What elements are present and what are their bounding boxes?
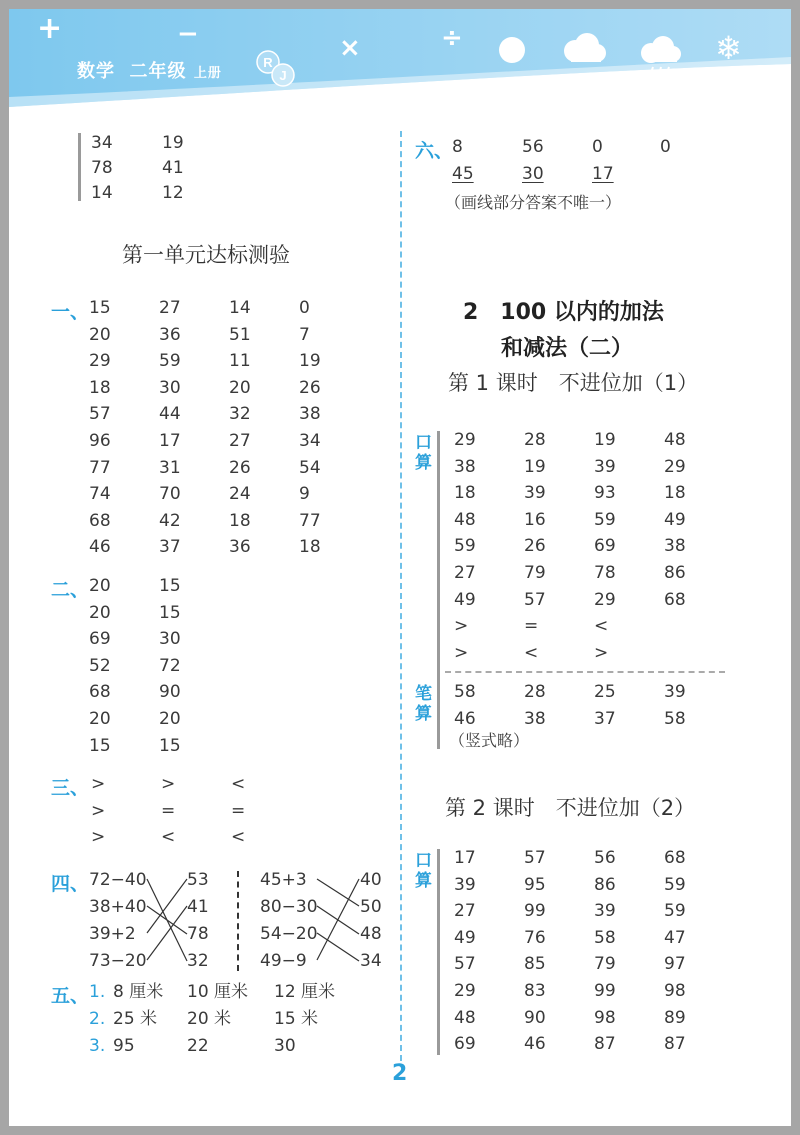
- cell: 18: [229, 510, 251, 531]
- cell: 30: [159, 629, 181, 650]
- cell: 90: [524, 1007, 546, 1028]
- cell: 15: [159, 735, 181, 756]
- underlined-cell: 45: [452, 164, 474, 184]
- cell: >: [454, 642, 469, 663]
- cell: 18: [299, 537, 321, 558]
- cell: 72: [159, 655, 181, 676]
- cell: =: [161, 800, 176, 821]
- label-char: 算: [415, 871, 432, 891]
- cell: 26: [229, 457, 251, 478]
- cell: 59: [594, 509, 616, 530]
- snowflake-icon: ❄: [715, 29, 742, 67]
- cell: 37: [594, 708, 616, 729]
- header-title: [77, 57, 222, 83]
- cell: >: [161, 774, 176, 794]
- cell: 59: [664, 874, 686, 895]
- cell: 83: [524, 981, 546, 1001]
- cell: 39: [454, 874, 476, 895]
- item-number: 3.: [89, 1036, 106, 1056]
- cell: 20: [229, 377, 251, 398]
- cell: 14: [229, 298, 251, 318]
- cell: 0: [660, 137, 671, 157]
- cell: 25: [594, 682, 616, 702]
- cell: 18: [454, 483, 476, 504]
- cell: 52: [89, 655, 111, 676]
- match-right-val: 50: [360, 897, 382, 917]
- cell: 46: [454, 708, 476, 729]
- cell: 19: [299, 351, 321, 372]
- cell: 29: [89, 351, 111, 372]
- cell: 78: [91, 158, 113, 178]
- cell: 7: [299, 324, 310, 345]
- rj-badge: [255, 49, 297, 89]
- cell: 20: [89, 709, 111, 729]
- cell: 9: [299, 484, 310, 505]
- cell: >: [91, 800, 106, 821]
- cell: 56: [522, 137, 544, 157]
- cell: 19: [594, 430, 616, 450]
- cell: >: [91, 774, 106, 794]
- match-right-expr: 45+3: [260, 870, 307, 890]
- match-right-val: 34: [360, 951, 382, 971]
- cell: 41: [162, 158, 184, 178]
- cell: 38: [299, 404, 321, 425]
- section-2-label: 二、: [51, 579, 90, 601]
- answer: 22: [187, 1036, 209, 1056]
- cell: 38: [454, 456, 476, 477]
- match-left-expr: 72−40: [89, 870, 147, 890]
- cell: 16: [524, 509, 546, 530]
- section-1-label: 一、: [51, 301, 90, 323]
- cell: 20: [159, 709, 181, 729]
- cell: 8: [452, 137, 463, 157]
- cell: 98: [594, 1007, 616, 1028]
- cell: 14: [91, 183, 113, 203]
- badge-r: R: [263, 55, 273, 70]
- subject-label: 数学: [77, 61, 115, 82]
- lesson-1-written-label: [415, 684, 435, 724]
- cell: <: [594, 616, 609, 637]
- cell: 59: [159, 351, 181, 372]
- cell: 58: [454, 682, 476, 702]
- cell: 37: [159, 537, 181, 558]
- cell: 54: [299, 457, 321, 478]
- cell: 29: [454, 981, 476, 1001]
- cell: 39: [594, 456, 616, 477]
- cell: 48: [664, 430, 686, 450]
- cell: 77: [89, 457, 111, 478]
- unit-test-title: 第一单元达标测验: [122, 243, 290, 267]
- cell: 15: [89, 735, 111, 756]
- cell: >: [454, 616, 469, 637]
- cell: 69: [594, 536, 616, 557]
- lesson-2-bar: [437, 849, 440, 1055]
- cell: 49: [454, 589, 476, 610]
- cell: 15: [159, 576, 181, 596]
- lesson-1-note: （竖式略）: [449, 731, 530, 750]
- match-right-expr: 80−30: [260, 897, 318, 917]
- match-right-expr: 54−20: [260, 924, 318, 944]
- section-6-label: 六、: [415, 140, 454, 162]
- answer: 95: [113, 1036, 135, 1056]
- answer: 15 米: [274, 1009, 319, 1029]
- cell: 28: [524, 682, 546, 702]
- cell: 42: [159, 510, 181, 531]
- cell: 49: [664, 509, 686, 530]
- cell: 93: [594, 483, 616, 504]
- underlined-cell: 17: [592, 164, 614, 184]
- cell: 26: [299, 377, 321, 398]
- cell: 36: [229, 537, 251, 558]
- cell: 48: [454, 509, 476, 530]
- section-4-label: 四、: [51, 873, 90, 895]
- answer: 12 厘米: [274, 982, 336, 1002]
- cell: 27: [454, 901, 476, 922]
- cell: 57: [454, 954, 476, 975]
- cell: >: [594, 642, 609, 663]
- cell: 57: [524, 589, 546, 610]
- cell: <: [231, 827, 246, 848]
- cell: 29: [594, 589, 616, 610]
- cell: 17: [159, 431, 181, 451]
- label-char: 算: [415, 453, 432, 473]
- match-left-expr: 73−20: [89, 951, 147, 971]
- cell: 46: [524, 1034, 546, 1055]
- cell: 34: [91, 133, 113, 153]
- cell: 99: [524, 901, 546, 922]
- cell: 36: [159, 324, 181, 345]
- cell: 68: [664, 589, 686, 610]
- cell: =: [524, 616, 539, 637]
- match-right-val: 48: [360, 924, 382, 944]
- match-left-val: 53: [187, 870, 209, 890]
- cell: 89: [664, 1007, 686, 1028]
- cell: 74: [89, 484, 111, 505]
- cell: 56: [594, 848, 616, 868]
- column-divider: [400, 131, 402, 1061]
- cell: 57: [89, 404, 111, 425]
- cell: 19: [162, 133, 184, 153]
- cell: 18: [664, 483, 686, 504]
- section-5-label: 五、: [51, 985, 90, 1007]
- item-number: 2.: [89, 1009, 106, 1029]
- cell: 31: [159, 457, 181, 478]
- cell: <: [231, 774, 246, 794]
- cell: 76: [524, 927, 546, 948]
- cell: 98: [664, 981, 686, 1001]
- cell: 20: [89, 324, 111, 345]
- chapter-title-line1: 2 100 以内的加法: [463, 300, 664, 325]
- cell: 44: [159, 404, 181, 425]
- divide-icon: ÷: [441, 23, 463, 53]
- cell: 95: [524, 874, 546, 895]
- left-top-bar: [78, 133, 81, 201]
- grade-label: 二年级: [129, 61, 187, 82]
- cell: 68: [89, 510, 111, 531]
- cell: 20: [89, 602, 111, 623]
- cell: 47: [664, 927, 686, 948]
- cell: 51: [229, 324, 251, 345]
- match-left-val: 41: [187, 897, 209, 917]
- cell: 0: [299, 298, 310, 318]
- answer: 10 厘米: [187, 982, 249, 1002]
- lesson-2-title: 第 2 课时 不进位加（2）: [445, 796, 696, 820]
- cell: 17: [454, 848, 476, 868]
- section-3-label: 三、: [51, 777, 90, 799]
- rain-cloud-icon: [635, 35, 685, 79]
- times-icon: ×: [339, 33, 361, 63]
- minus-icon: −: [177, 19, 199, 49]
- cloud-icon: [559, 31, 609, 67]
- cell: 59: [664, 901, 686, 922]
- cell: 39: [594, 901, 616, 922]
- match-lines-right: [315, 867, 361, 977]
- cell: 97: [664, 954, 686, 975]
- cell: 34: [299, 431, 321, 451]
- cell: 27: [159, 298, 181, 318]
- match-separator: [237, 871, 239, 971]
- match-lines-left: [145, 867, 189, 977]
- cell: 86: [594, 874, 616, 895]
- cell: 38: [664, 536, 686, 557]
- cell: 87: [664, 1034, 686, 1055]
- cell: 24: [229, 484, 251, 505]
- match-right-val: 40: [360, 870, 382, 890]
- cell: 57: [524, 848, 546, 868]
- lesson-1-oral-label: [415, 433, 435, 473]
- cell: 79: [524, 563, 546, 583]
- cell: 29: [454, 430, 476, 450]
- cell: 77: [299, 510, 321, 531]
- page-number: 2: [392, 1061, 408, 1086]
- cell: 69: [454, 1034, 476, 1055]
- cell: 87: [594, 1034, 616, 1055]
- cell: >: [91, 827, 106, 848]
- cell: 49: [454, 927, 476, 948]
- cell: 70: [159, 484, 181, 505]
- cell: 27: [454, 563, 476, 583]
- cell: 90: [159, 682, 181, 703]
- answer: 30: [274, 1036, 296, 1056]
- match-left-expr: 38+40: [89, 897, 147, 917]
- lesson-1-dashed-rule: [445, 671, 725, 673]
- cell: 78: [594, 563, 616, 583]
- cell: 26: [524, 536, 546, 557]
- cell: 32: [229, 404, 251, 425]
- cell: 20: [89, 576, 111, 596]
- cell: 85: [524, 954, 546, 975]
- cell: 11: [229, 351, 251, 372]
- cell: 39: [664, 682, 686, 702]
- answer: 8 厘米: [113, 982, 164, 1002]
- cell: 39: [524, 483, 546, 504]
- badge-j: J: [279, 68, 287, 83]
- lesson-1-title: 第 1 课时 不进位加（1）: [448, 371, 699, 395]
- cell: 69: [89, 629, 111, 650]
- label-char: 算: [415, 704, 432, 724]
- answer: 20 米: [187, 1009, 232, 1029]
- cell: 19: [524, 456, 546, 477]
- cell: 12: [162, 183, 184, 203]
- cell: 96: [89, 431, 111, 451]
- lesson-2-oral-label: [415, 851, 435, 891]
- cell: 79: [594, 954, 616, 975]
- match-left-val: 32: [187, 951, 209, 971]
- cell: 18: [89, 377, 111, 398]
- cell: 59: [454, 536, 476, 557]
- plus-icon: +: [37, 11, 63, 46]
- cell: 68: [89, 682, 111, 703]
- cell: 58: [664, 708, 686, 729]
- match-left-expr: 39+2: [89, 924, 136, 944]
- label-char: 笔: [415, 684, 432, 704]
- volume-label: 上册: [193, 66, 222, 81]
- cell: 28: [524, 430, 546, 450]
- cell: 29: [664, 456, 686, 477]
- cell: 48: [454, 1007, 476, 1028]
- cell: 86: [664, 563, 686, 583]
- match-right-expr: 49−9: [260, 951, 307, 971]
- cell: 99: [594, 981, 616, 1001]
- cell: 0: [592, 137, 603, 157]
- item-number: 1.: [89, 982, 106, 1002]
- cell: 38: [524, 708, 546, 729]
- cell: 30: [159, 377, 181, 398]
- chapter-title-line2: 和减法（二）: [501, 336, 634, 361]
- cell: 27: [229, 431, 251, 451]
- label-char: 口: [415, 851, 432, 871]
- cell: 15: [159, 602, 181, 623]
- cell: <: [524, 642, 539, 663]
- cell: 46: [89, 537, 111, 558]
- note-text: （画线部分答案不唯一）: [445, 193, 622, 212]
- answer-page: [9, 9, 791, 1126]
- match-left-val: 78: [187, 924, 209, 944]
- lesson-1-bar: [437, 431, 440, 749]
- underlined-cell: 30: [522, 164, 544, 184]
- answer: 25 米: [113, 1009, 158, 1029]
- cell: =: [231, 800, 246, 821]
- cell: 68: [664, 848, 686, 868]
- cell: 15: [89, 298, 111, 318]
- cell: 58: [594, 927, 616, 948]
- label-char: 口: [415, 433, 432, 453]
- cell: <: [161, 827, 176, 848]
- sun-icon: [497, 35, 527, 65]
